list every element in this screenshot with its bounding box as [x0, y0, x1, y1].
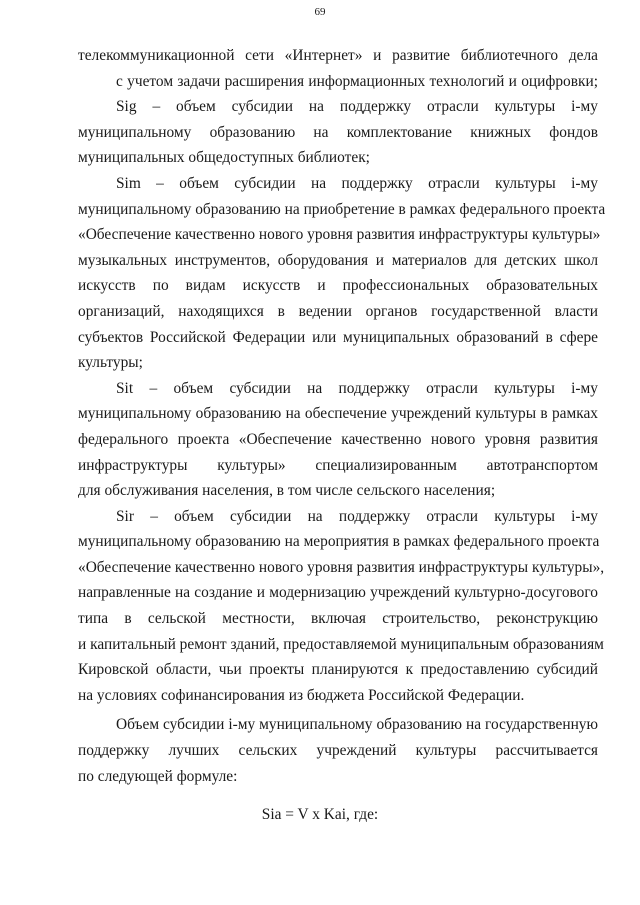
text-line: Sit – объем субсидии на поддержку отрасли культуры i-му: [116, 379, 598, 397]
paragraph-sir: [78, 504, 605, 709]
text-line: «Обеспечение качественно нового уровня развития инфраструктуры культуры»: [78, 226, 601, 244]
text-line: Sir – объем субсидии на поддержку отрасли культуры i-му: [116, 507, 598, 525]
text-line: «Обеспечение качественно нового уровня развития инфраструктуры культуры»,: [78, 558, 605, 576]
text-line: телекоммуникационной сети «Интернет» и развитие библиотечного дела: [78, 47, 598, 64]
text-line: муниципальному образованию на мероприятия в рамках федерального проекта: [78, 533, 600, 551]
body-text: [78, 43, 606, 789]
text-line: музыкальных инструментов, оборудования и материалов для детских школ: [78, 251, 598, 269]
text-line: с учетом задачи расширения информационных технологий и оцифровки;: [116, 72, 598, 90]
text-line: инфраструктуры культуры» специализированным автотранспортом: [78, 456, 598, 474]
text-line: типа в сельской местности, включая строительство, реконструкцию: [78, 610, 598, 628]
text-line: для обслуживания населения, в том числе сельского населения;: [78, 482, 496, 500]
text-line: Кировской области, чьи проекты планируются к предоставлению субсидий: [78, 661, 598, 679]
paragraph-sim: [78, 171, 606, 376]
text-line: федерального проекта «Обеспечение качественно нового уровня развития: [78, 430, 598, 448]
paragraph-formula-intro: [78, 712, 598, 789]
text-line: направленные на создание и модернизацию учреждений культурно-досугового: [78, 584, 598, 602]
text-line: муниципальному образованию на комплектование книжных фондов: [78, 123, 598, 141]
text-line: организаций, находящихся в ведении органов государственной власти: [78, 302, 598, 320]
text-line: и капитальный ремонт зданий, предоставляемой муниципальным образованиям: [78, 635, 604, 653]
text-line: муниципальных общедоступных библиотек;: [78, 149, 370, 167]
text-line: муниципальному образованию на обеспечение учреждений культуры в рамках: [78, 405, 598, 423]
text-line: Sig – объем субсидии на поддержку отрасли культуры i-му: [116, 98, 598, 116]
text-line: муниципальному образованию на приобретение в рамках федерального проекта: [78, 200, 606, 218]
paragraph-sig: [78, 94, 598, 171]
paragraph-continuation: [78, 43, 598, 94]
text-line: по следующей формуле:: [78, 767, 238, 785]
page-number: 69: [314, 6, 326, 18]
formula: Sia = V x Kai, где:: [261, 806, 379, 823]
text-line: культуры;: [78, 354, 143, 372]
text-line: на условиях софинансирования из бюджета Российской Федерации.: [78, 686, 525, 704]
paragraph-sit: [78, 376, 598, 504]
text-line: Sim – объем субсидии на поддержку отрасли культуры i-му: [116, 174, 598, 192]
text-line: Объем субсидии i-му муниципальному образованию на государственную: [116, 716, 598, 734]
text-line: поддержку лучших сельских учреждений культуры рассчитывается: [78, 742, 598, 760]
text-line: субъектов Российской Федерации или муниципальных образований в сфере: [78, 328, 598, 346]
text-line: искусств по видам искусств и профессиональных образовательных: [78, 277, 598, 295]
